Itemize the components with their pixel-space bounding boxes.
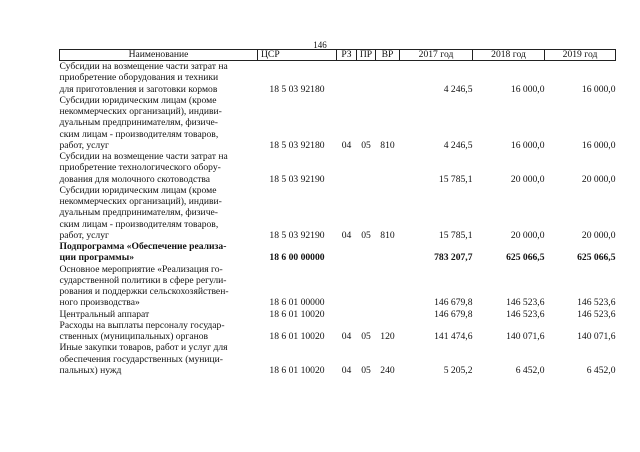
name-line: для приготовления и заготовки кормов (59, 83, 218, 95)
cell-y2018: 140 071,6 (506, 331, 545, 342)
cell-pr (357, 309, 376, 320)
cell-pr: 05 (361, 331, 371, 342)
cell-y2019: 16 000,0 (581, 83, 616, 95)
cell-rz: 04 (341, 139, 352, 151)
name-line: ции программы» (59, 252, 134, 264)
cell-pr (357, 61, 376, 95)
cell-name (60, 151, 258, 185)
col-header-2018: 2018 год (473, 50, 545, 61)
col-header-csr: ЦСР (258, 50, 337, 61)
cell-csr: 18 6 01 10020 (269, 331, 325, 342)
table-row (60, 241, 616, 264)
name-line: рования и поддержки сельскохозяйствен- (59, 286, 229, 297)
cell-name (60, 95, 258, 151)
name-line: Иные закупки товаров, работ и услуг для (59, 342, 228, 354)
cell-pr: 05 (361, 229, 371, 241)
cell-name (60, 342, 258, 376)
cell-csr: 18 5 03 92180 (269, 139, 325, 151)
cell-y2019: 625 066,5 (577, 252, 616, 264)
name-line: Субсидии юридическим лицам (кроме (59, 94, 217, 106)
cell-csr: 18 5 03 92180 (269, 83, 325, 95)
table-header-row (60, 50, 616, 61)
cell-csr: 18 6 00 00000 (269, 252, 325, 264)
col-header-pr: ПР (357, 50, 376, 61)
table-row (60, 185, 616, 241)
col-header-2017: 2017 год (400, 50, 473, 61)
table-row (60, 61, 616, 95)
name-line: Субсидии юридическим лицам (кроме (59, 184, 217, 196)
cell-vr (376, 309, 400, 320)
cell-y2017: 15 785,1 (438, 229, 473, 241)
col-header-vr: ВР (376, 50, 400, 61)
col-header-2019: 2019 год (545, 50, 616, 61)
cell-y2019: 20 000,0 (581, 229, 616, 241)
table-row (60, 264, 616, 309)
cell-y2019: 146 523,6 (577, 308, 616, 320)
cell-name (60, 61, 258, 95)
cell-y2018: 146 523,6 (506, 308, 545, 320)
cell-csr: 18 6 01 00000 (269, 297, 325, 309)
name-line: сударственной политики в сфере регули- (59, 274, 227, 286)
cell-rz: 04 (341, 331, 352, 342)
cell-y2019: 20 000,0 (581, 173, 616, 185)
cell-y2019: 146 523,6 (577, 297, 616, 309)
cell-vr (376, 241, 400, 264)
col-header-rz: РЗ (337, 50, 357, 61)
cell-name (60, 185, 258, 241)
name-line: Расходы на выплаты персоналу государ- (59, 319, 225, 331)
table-row (60, 309, 616, 320)
table-row (60, 95, 616, 151)
cell-y2018: 146 523,6 (506, 297, 545, 309)
table-row (60, 320, 616, 343)
cell-vr (376, 61, 400, 95)
cell-csr: 18 5 03 92190 (269, 173, 325, 185)
cell-y2017: 146 679,8 (434, 308, 473, 320)
name-line: приобретение оборудования и техники (59, 72, 219, 84)
name-line: Субсидии на возмещение части затрат на (59, 151, 228, 162)
cell-rz: 04 (341, 229, 352, 241)
cell-name (60, 264, 258, 309)
cell-name (60, 241, 258, 264)
name-line: работ, услуг (59, 139, 109, 151)
cell-y2019: 140 071,6 (577, 331, 616, 342)
cell-vr: 240 (380, 364, 395, 376)
table-body (60, 61, 616, 377)
name-line: обеспечения государственных (муници- (59, 353, 224, 365)
cell-rz (337, 309, 357, 320)
cell-y2018: 16 000,0 (510, 83, 545, 95)
cell-pr (357, 241, 376, 264)
cell-y2017: 141 474,6 (434, 331, 473, 342)
cell-y2018: 625 066,5 (506, 252, 545, 264)
name-line: ским лицам - производителям товаров, (59, 218, 219, 230)
name-line: некоммерческих организаций), индиви- (59, 196, 222, 207)
page-number: 146 (313, 40, 327, 50)
cell-csr: 18 6 01 10020 (269, 364, 325, 376)
cell-y2018: 16 000,0 (510, 139, 545, 151)
name-line: ного производства» (59, 297, 140, 309)
cell-y2019: 16 000,0 (581, 139, 616, 151)
name-line: пальных) нужд (59, 364, 122, 376)
name-line: Субсидии на возмещение части затрат на (59, 61, 228, 72)
cell-pr (357, 151, 376, 185)
table-row (60, 151, 616, 185)
cell-pr: 05 (361, 364, 371, 376)
cell-rz (337, 264, 357, 309)
cell-vr: 120 (380, 331, 395, 342)
name-line: ским лицам - производителям товаров, (59, 128, 219, 140)
table-row (60, 342, 616, 376)
name-line: дуальным предпринимателям, физиче- (59, 117, 218, 129)
cell-csr: 18 6 01 10020 (269, 308, 325, 320)
cell-rz: 04 (341, 364, 352, 376)
cell-pr: 05 (361, 139, 371, 151)
cell-y2017: 15 785,1 (438, 173, 473, 185)
cell-name (60, 320, 258, 343)
cell-y2018: 20 000,0 (510, 173, 545, 185)
cell-y2017: 783 207,7 (434, 252, 473, 264)
cell-y2019: 6 452,0 (586, 364, 616, 376)
cell-vr (376, 264, 400, 309)
budget-table (59, 49, 616, 376)
cell-y2018: 20 000,0 (510, 229, 545, 241)
name-line: некоммерческих организаций), индиви- (59, 106, 222, 117)
name-line: Центральный аппарат (59, 308, 150, 320)
col-header-name: Наименование (60, 50, 258, 61)
name-line: Подпрограмма «Обеспечение реализа- (59, 241, 227, 252)
cell-vr (376, 151, 400, 185)
name-line: ственных (муниципальных) органов (59, 331, 209, 342)
cell-rz (337, 61, 357, 95)
cell-rz (337, 241, 357, 264)
cell-vr: 810 (380, 229, 395, 241)
cell-vr: 810 (380, 139, 395, 151)
cell-rz (337, 151, 357, 185)
name-line: Основное мероприятие «Реализация го- (59, 263, 223, 275)
name-line: дуальным предпринимателям, физиче- (59, 207, 218, 219)
cell-name (60, 309, 258, 320)
cell-csr: 18 5 03 92190 (269, 229, 325, 241)
name-line: приобретение технологического обору- (59, 162, 221, 174)
name-line: дования для молочного скотоводства (59, 173, 211, 185)
cell-y2017: 4 246,5 (443, 83, 473, 95)
cell-pr (357, 264, 376, 309)
cell-y2017: 4 246,5 (443, 139, 473, 151)
name-line: работ, услуг (59, 229, 109, 241)
cell-y2017: 5 205,2 (443, 364, 473, 376)
cell-y2018: 6 452,0 (515, 364, 545, 376)
cell-y2017: 146 679,8 (434, 297, 473, 309)
